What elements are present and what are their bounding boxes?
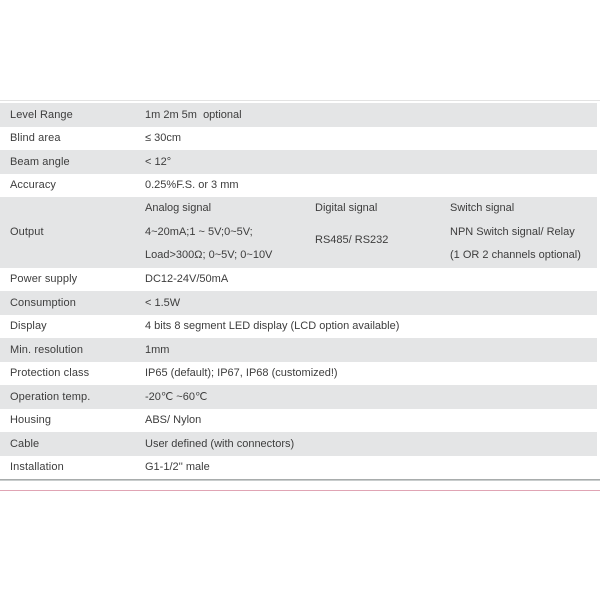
table-row-level-range (0, 103, 597, 127)
row-value: < 1.5W (145, 296, 181, 309)
table-row-min-resolution (0, 338, 597, 362)
switch-signal-channels: (1 OR 2 channels optional) (450, 249, 581, 261)
digital-signal-value: RS485/ RS232 (315, 233, 389, 246)
row-label: Protection class (10, 367, 90, 380)
row-label: Beam angle (10, 155, 70, 168)
row-value: G1-1/2'' male (145, 461, 210, 474)
row-value: 1mm (145, 343, 170, 356)
row-value: ABS/ Nylon (145, 414, 202, 427)
row-label: Output (10, 226, 44, 239)
table-row-cable (0, 432, 597, 456)
row-value: User defined (with connectors) (145, 437, 295, 450)
row-label: Level Range (10, 108, 73, 121)
row-label: Cable (10, 437, 40, 450)
analog-signal-range: 4~20mA;1 ~ 5V;0~5V; (145, 225, 253, 238)
table-row-output (0, 197, 597, 268)
table-row-housing (0, 409, 597, 433)
spec-table (0, 100, 600, 481)
table-row-installation (0, 456, 597, 480)
table-bottom-rule (0, 479, 600, 481)
row-value: DC12-24V/50mA (145, 273, 229, 286)
table-row-consumption (0, 291, 597, 315)
row-value: -20℃ ~60℃ (145, 391, 208, 404)
output-analog-column (145, 197, 315, 268)
row-value: 1m 2m 5m optional (145, 108, 242, 121)
digital-signal-title: Digital signal (315, 202, 378, 214)
row-value: 4 bits 8 segment LED display (LCD option available) (145, 320, 400, 333)
row-value: ≤ 30cm (145, 132, 181, 145)
analog-signal-load: Load>300Ω; 0~5V; 0~10V (145, 249, 273, 261)
row-label: Blind area (10, 132, 61, 145)
row-value: 0.25%F.S. or 3 mm (145, 179, 239, 192)
page-accent-rule (0, 490, 600, 491)
table-row-display (0, 315, 597, 339)
row-value: < 12° (145, 155, 172, 168)
row-label: Operation temp. (10, 390, 91, 403)
analog-signal-title: Analog signal (145, 202, 212, 214)
row-label: Power supply (10, 273, 78, 286)
table-row-protection-class (0, 362, 597, 386)
row-label: Housing (10, 414, 52, 427)
output-digital-column (315, 197, 450, 268)
row-label: Installation (10, 461, 64, 474)
table-row-beam-angle (0, 150, 597, 174)
switch-signal-title: Switch signal (450, 202, 515, 214)
row-value: IP65 (default); IP67, IP68 (customized!) (145, 367, 338, 380)
table-row-operation-temp (0, 385, 597, 409)
row-label: Min. resolution (10, 343, 84, 356)
table-row-power-supply (0, 268, 597, 292)
switch-signal-type: NPN Switch signal/ Relay (450, 225, 575, 238)
output-switch-column (450, 197, 597, 268)
table-row-accuracy (0, 174, 597, 198)
row-label: Display (10, 320, 47, 333)
row-label: Accuracy (10, 179, 57, 192)
row-label: Consumption (10, 296, 76, 309)
table-row-blind-area (0, 127, 597, 151)
